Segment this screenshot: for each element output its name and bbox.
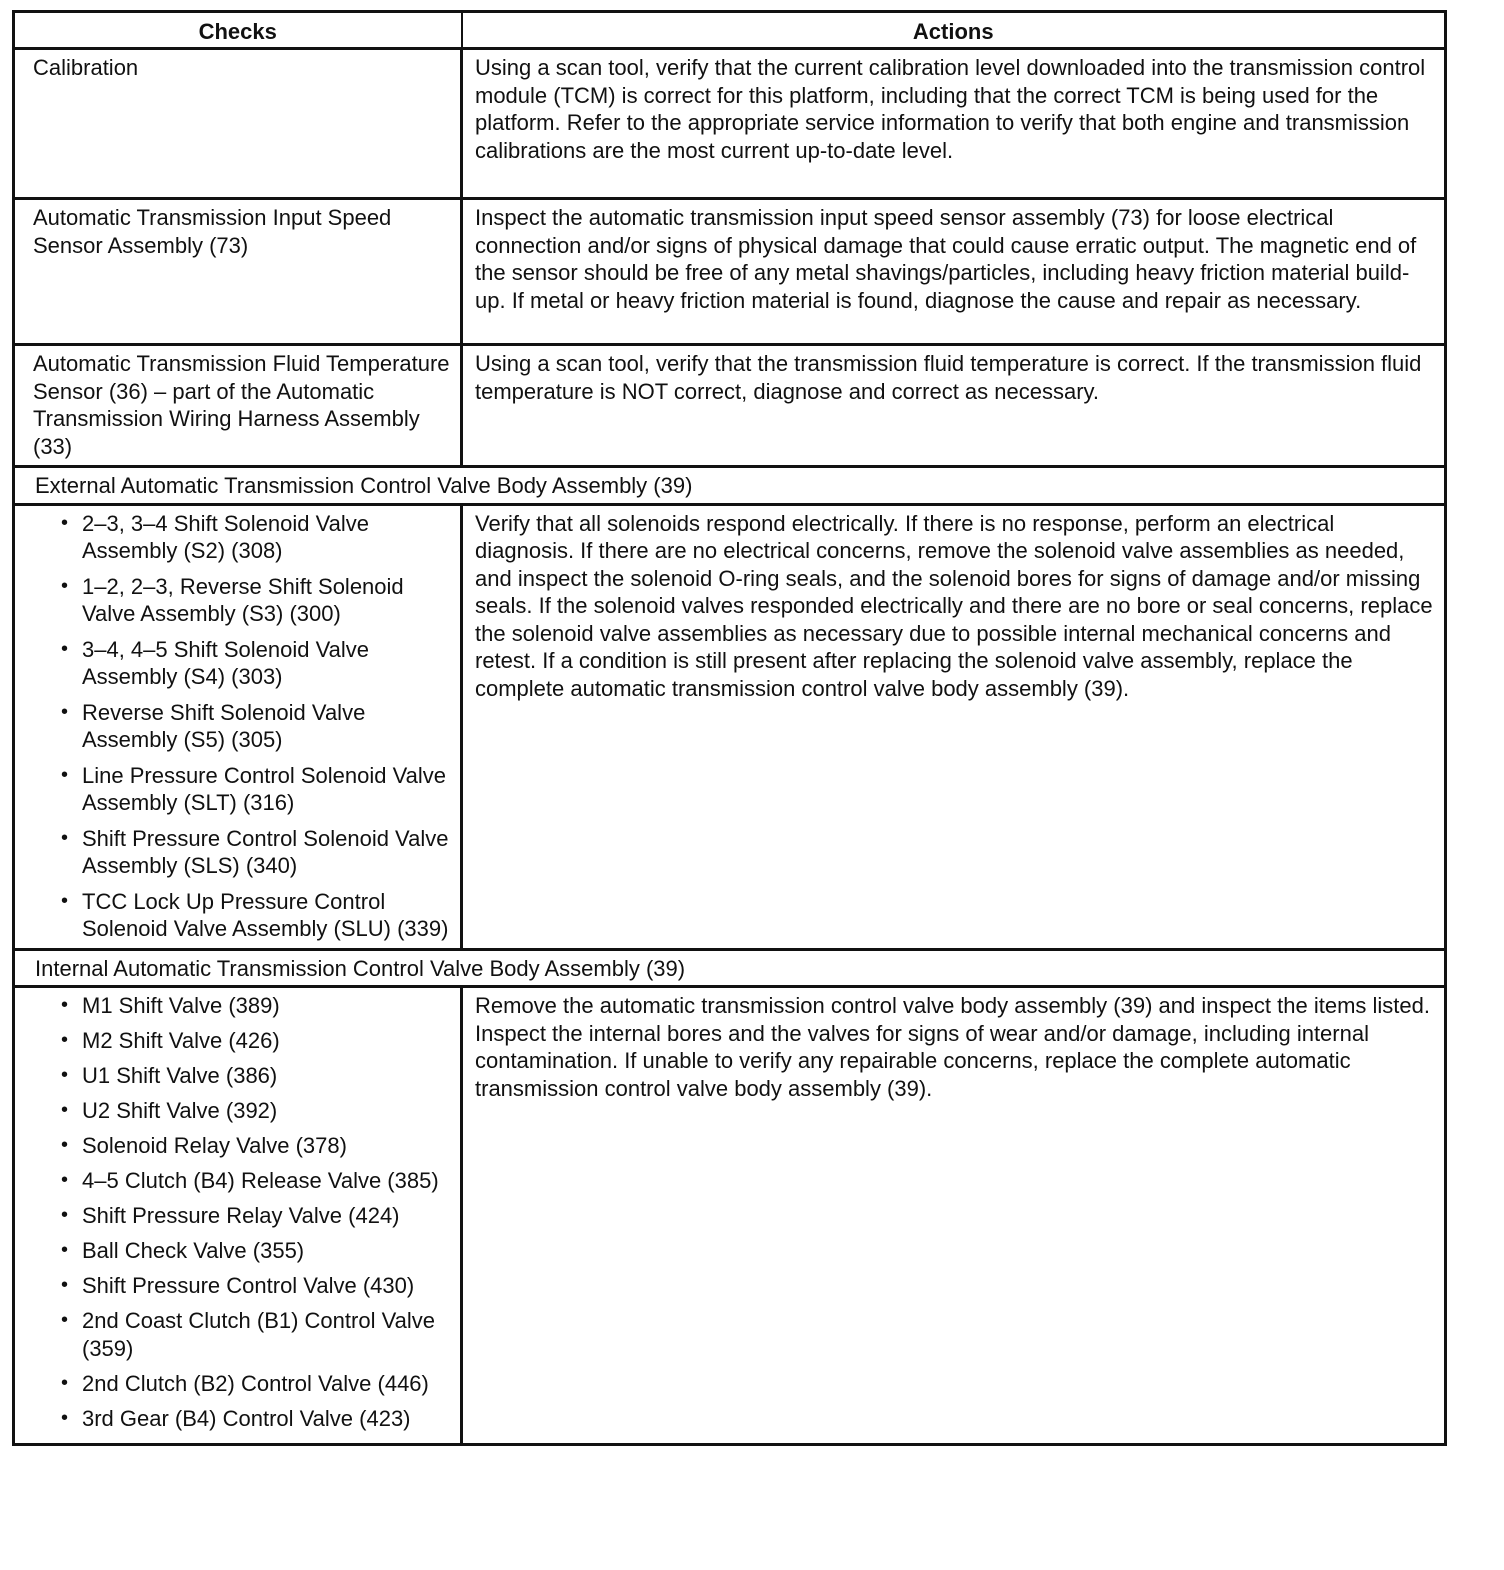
check-cell xyxy=(14,49,462,199)
action-cell xyxy=(462,199,1446,345)
list-item: • Reverse Shift Solenoid Valve Assembly (S5) (305) xyxy=(61,699,366,752)
bullet-icon: • xyxy=(61,826,69,849)
check-text: Automatic Transmission Input Speed Sensor Assembly (73) xyxy=(33,205,392,258)
list-item: • 3–4, 4–5 Shift Solenoid Valve Assembly (S4) (303) xyxy=(61,636,370,689)
bullet-icon: • xyxy=(61,763,69,786)
action-text: Using a scan tool, verify that the transmission fluid temperature is correct. If the transmission fluid temperature is NOT correct, diagnose and correct as necessary. xyxy=(475,351,1422,404)
section-title: External Automatic Transmission Control Valve Body Assembly (39) xyxy=(14,467,1446,505)
action-text: Inspect the automatic transmission input speed sensor assembly (73) for loose electrical connection and/or signs of physical damage that could cause erratic output. The magnetic end of the sensor should be free of any metal shavings/particles, including heavy friction material build-up. If metal or heavy friction material is found, diagnose the cause and repair as necessary. xyxy=(475,205,1417,313)
bullet-icon: • xyxy=(61,1274,69,1296)
list-item: • 1–2, 2–3, Reverse Shift Solenoid Valve Assembly (S3) (300) xyxy=(61,573,404,626)
table-row-fluid-temp-sensor xyxy=(14,345,1446,467)
table-row-input-speed-sensor xyxy=(14,199,1446,345)
section-row-external-valve-body xyxy=(14,467,1446,505)
action-text: Using a scan tool, verify that the current calibration level downloaded into the transmission control module (TCM) is correct for this platform, including that the correct TCM is being used for the platform. Refer to the appropriate service information to verify that both engine and transmission calibrations are the most current up-to-date level. xyxy=(475,55,1426,163)
bullet-icon: • xyxy=(61,1169,69,1191)
action-cell xyxy=(462,345,1446,467)
internal-items-list xyxy=(33,992,450,1432)
list-item: • 2nd Clutch (B2) Control Valve (446) xyxy=(61,1370,429,1396)
table-header-row xyxy=(14,12,1446,49)
list-item: • U1 Shift Valve (386) xyxy=(61,1063,278,1088)
bullet-icon: • xyxy=(61,1309,69,1331)
table-row-internal-valves xyxy=(14,987,1446,1445)
bullet-icon: • xyxy=(61,1204,69,1226)
bullet-icon: • xyxy=(61,700,69,723)
list-item: • U2 Shift Valve (392) xyxy=(61,1098,278,1123)
check-text: Calibration xyxy=(33,55,139,80)
check-cell xyxy=(14,504,462,949)
section-row-internal-valve-body xyxy=(14,949,1446,987)
bullet-icon: • xyxy=(61,994,69,1016)
bullet-icon: • xyxy=(61,1239,69,1261)
list-item: • 2–3, 3–4 Shift Solenoid Valve Assembly (S2) (308) xyxy=(61,510,370,563)
checks-column-header: Checks xyxy=(14,12,462,49)
list-item: • M2 Shift Valve (426) xyxy=(61,1028,280,1053)
checks-actions-table xyxy=(12,10,1447,1446)
bullet-icon: • xyxy=(61,574,69,597)
table-row-calibration xyxy=(14,49,1446,199)
action-cell xyxy=(462,49,1446,199)
bullet-icon: • xyxy=(61,637,69,660)
list-item: • M1 Shift Valve (389) xyxy=(61,993,280,1018)
bullet-icon: • xyxy=(61,1134,69,1156)
check-cell xyxy=(14,199,462,345)
bullet-icon: • xyxy=(61,1406,69,1429)
list-item: • Solenoid Relay Valve (378) xyxy=(61,1133,347,1158)
list-item: • Shift Pressure Relay Valve (424) xyxy=(61,1203,400,1228)
action-text: Verify that all solenoids respond electrically. If there is no response, perform an electrical diagnosis. If there are no electrical concerns, remove the solenoid valve assemblies as needed, and inspect the solenoid O-ring seals, and the solenoid bores for signs of damage and/or missing seals. If the solenoid valves responded electrically and there are no bore or seal concerns, replace the solenoid valve assemblies as necessary due to possible internal mechanical concerns and retest. If a condition is still present after replacing the solenoid valve assembly, replace the complete automatic transmission control valve body assembly (39). xyxy=(475,510,1433,701)
external-items-list xyxy=(33,510,450,943)
list-item: • TCC Lock Up Pressure Control Solenoid Valve Assembly (SLU) (339) xyxy=(61,888,449,941)
table-row-external-solenoids xyxy=(14,504,1446,949)
action-text: Remove the automatic transmission control valve body assembly (39) and inspect the items listed. Inspect the internal bores and the valves for signs of wear and/or damage, including internal contamination. If unable to verify any repairable concerns, replace the complete automatic transmission control valve body assembly (39). xyxy=(475,993,1430,1101)
bullet-icon: • xyxy=(61,889,69,912)
list-item: • Line Pressure Control Solenoid Valve Assembly (SLT) (316) xyxy=(61,762,447,815)
list-item: • Shift Pressure Control Solenoid Valve Assembly (SLS) (340) xyxy=(61,825,449,878)
bullet-icon: • xyxy=(61,1371,69,1394)
list-item: • Ball Check Valve (355) xyxy=(61,1238,305,1263)
list-item: • 2nd Coast Clutch (B1) Control Valve (359) xyxy=(61,1308,435,1361)
bullet-icon: • xyxy=(61,1099,69,1121)
list-item: • 3rd Gear (B4) Control Valve (423) xyxy=(61,1405,411,1431)
actions-column-header: Actions xyxy=(462,12,1446,49)
check-text: Automatic Transmission Fluid Temperature Sensor (36) – part of the Automatic Transmission Wiring Harness Assembly (33) xyxy=(33,351,450,459)
check-cell xyxy=(14,345,462,467)
check-cell xyxy=(14,987,462,1445)
bullet-icon: • xyxy=(61,1064,69,1086)
action-cell xyxy=(462,504,1446,949)
list-item: • Shift Pressure Control Valve (430) xyxy=(61,1273,415,1298)
action-cell xyxy=(462,987,1446,1445)
list-item: • 4–5 Clutch (B4) Release Valve (385) xyxy=(61,1168,439,1193)
bullet-icon: • xyxy=(61,511,69,534)
diagnostic-table-sheet xyxy=(12,10,1444,1446)
section-title: Internal Automatic Transmission Control Valve Body Assembly (39) xyxy=(14,949,1446,987)
bullet-icon: • xyxy=(61,1029,69,1051)
